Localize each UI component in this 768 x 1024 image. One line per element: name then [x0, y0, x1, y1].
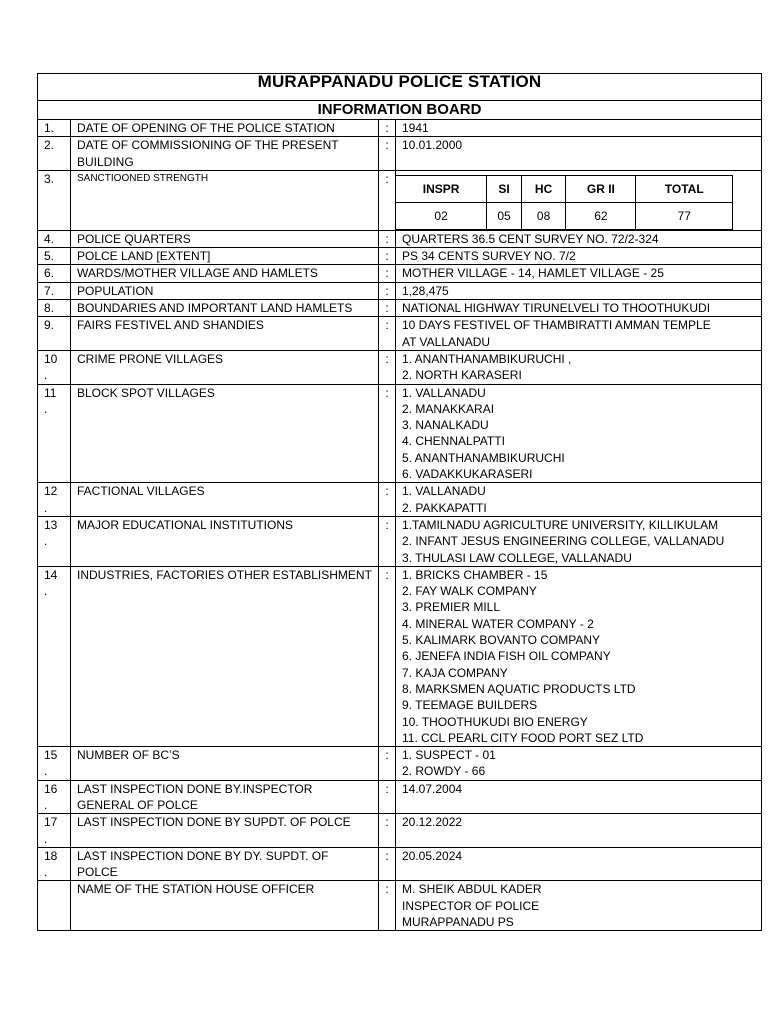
strength-header-row — [396, 175, 733, 202]
row-colon: : — [379, 881, 396, 931]
row-number-part: 7. — [44, 283, 55, 298]
row-number-part: . — [44, 797, 48, 812]
row-value-line: 3. NANALKADU — [402, 418, 489, 433]
row-number — [38, 881, 71, 931]
row-colon: : — [379, 780, 396, 814]
row-item-label: DATE OF OPENING OF THE POLICE STATION — [71, 120, 379, 137]
row-number-part: . — [44, 401, 48, 416]
row-value-line: 10. THOOTHUKUDI BIO ENERGY — [402, 714, 588, 729]
row-value-line: 6. VADAKKUKARASERI — [402, 467, 533, 482]
row-item-label: NUMBER OF BC’S — [71, 747, 379, 781]
row-item-label: FACTIONAL VILLAGES — [71, 483, 379, 517]
table-row — [38, 780, 762, 814]
row-number-part: . — [44, 500, 48, 515]
row-value-line: 2. ROWDY - 66 — [402, 764, 486, 779]
row-value-line: 1. SUSPECT - 01 — [402, 748, 496, 763]
row-item-label: POPULATION — [71, 282, 379, 299]
row-value — [396, 120, 762, 137]
row-value-line: 1,28,475 — [402, 283, 449, 298]
row-item-label: BOUNDARIES AND IMPORTANT LAND HAMLETS — [71, 300, 379, 317]
row-item-label: WARDS/MOTHER VILLAGE AND HAMLETS — [71, 265, 379, 282]
row-value-line: 10.01.2000 — [402, 138, 463, 153]
information-board-document — [37, 73, 761, 931]
row-colon: : — [379, 170, 396, 230]
table-row — [38, 120, 762, 137]
row-value — [396, 282, 762, 299]
row-value-line: 1. BRICKS CHAMBER - 15 — [402, 567, 548, 582]
table-row — [38, 814, 762, 848]
row-value-line: 1. VALLANADU — [402, 484, 486, 499]
row-number-part: 15 — [44, 748, 58, 763]
row-value — [396, 516, 762, 566]
row-colon: : — [379, 483, 396, 517]
row-number-part: . — [44, 764, 48, 779]
row-value — [396, 747, 762, 781]
row-number-part: 12 — [44, 484, 58, 499]
row-value — [396, 248, 762, 265]
row-value — [396, 384, 762, 483]
row-number — [38, 814, 71, 848]
row-number-part: 11 — [44, 385, 57, 400]
row-colon: : — [379, 350, 396, 384]
row-number — [38, 847, 71, 881]
row-item-label: LAST INSPECTION DONE BY.INSPECTOR GENERAL OF POLCE — [71, 780, 379, 814]
table-row — [38, 317, 762, 351]
strength-value: 08 — [521, 202, 565, 229]
row-value — [396, 780, 762, 814]
row-value-line: 5. ANANTHANAMBIKURUCHI — [402, 450, 565, 465]
row-value — [396, 265, 762, 282]
row-number — [38, 265, 71, 282]
row-number — [38, 483, 71, 517]
row-value-line: 4. CHENNALPATTI — [402, 434, 505, 449]
row-number — [38, 350, 71, 384]
row-value-line: M. SHEIK ABDUL KADER — [402, 882, 542, 897]
row-value-line: 11. CCL PEARL CITY FOOD PORT SEZ LTD — [402, 730, 644, 745]
row-value-line: 20.05.2024 — [402, 848, 463, 863]
row-colon: : — [379, 300, 396, 317]
row-value-line: 9. TEEMAGE BUILDERS — [402, 698, 538, 713]
row-value — [396, 300, 762, 317]
row-number-part: 13 — [44, 517, 58, 532]
row-value-line: 2. MANAKKARAI — [402, 401, 495, 416]
row-colon: : — [379, 516, 396, 566]
sanctioned-strength-table — [396, 175, 734, 230]
row-value-line: 20.12.2022 — [402, 815, 463, 830]
row-value-line: MURAPPANADU PS — [402, 915, 514, 930]
information-table — [37, 73, 762, 931]
row-number — [38, 516, 71, 566]
table-row — [38, 566, 762, 746]
row-value-line: AT VALLANADU — [402, 334, 491, 349]
row-number-part: 8. — [44, 301, 55, 316]
table-row — [38, 282, 762, 299]
row-number-part: 14 — [44, 567, 58, 582]
row-item-label: POLICE QUARTERS — [71, 230, 379, 247]
row-colon: : — [379, 265, 396, 282]
row-number-part: 10 — [44, 351, 58, 366]
row-colon: : — [379, 847, 396, 881]
row-item-label: SANCTIOONED STRENGTH — [71, 170, 379, 230]
table-row — [38, 300, 762, 317]
row-number — [38, 384, 71, 483]
row-value-line: 6. JENEFA INDIA FISH OIL COMPANY — [402, 649, 611, 664]
strength-value: 02 — [396, 202, 487, 229]
row-value — [396, 566, 762, 746]
row-value-line: 2. NORTH KARASERI — [402, 368, 522, 383]
row-value-line: 5. KALIMARK BOVANTO COMPANY — [402, 633, 601, 648]
row-number — [38, 317, 71, 351]
row-value-line: NATIONAL HIGHWAY TIRUNELVELI TO THOOTHUKUDI — [402, 301, 711, 316]
table-row — [38, 265, 762, 282]
row-number — [38, 566, 71, 746]
row-item-label: FAIRS FESTIVEL AND SHANDIES — [71, 317, 379, 351]
strength-value: 62 — [566, 202, 636, 229]
strength-header: SI — [487, 175, 522, 202]
row-colon: : — [379, 282, 396, 299]
row-value-line: QUARTERS 36.5 CENT SURVEY NO. 72/2-324 — [402, 231, 659, 246]
row-value — [396, 137, 762, 171]
row-value-line: 7. KAJA COMPANY — [402, 665, 508, 680]
row-number-part: 16 — [44, 781, 58, 796]
row-number-part: . — [44, 584, 48, 599]
row-colon: : — [379, 566, 396, 746]
row-item-label: LAST INSPECTION DONE BY SUPDT. OF POLCE — [71, 814, 379, 848]
row-value-line: MOTHER VILLAGE - 14, HAMLET VILLAGE - 25 — [402, 266, 664, 281]
row-value-line: 14.07.2004 — [402, 781, 463, 796]
row-value-line: 8. MARKSMEN AQUATIC PRODUCTS LTD — [402, 681, 636, 696]
row-item-label: MAJOR EDUCATIONAL INSTITUTIONS — [71, 516, 379, 566]
row-number-part: 3. — [44, 171, 55, 186]
row-number-part: 5. — [44, 249, 55, 264]
strength-value: 77 — [636, 202, 733, 229]
row-value-line: 1. VALLANADU — [402, 385, 486, 400]
strength-header: INSPR — [396, 175, 487, 202]
table-row — [38, 230, 762, 247]
table-row — [38, 516, 762, 566]
row-item-label: BLOCK SPOT VILLAGES — [71, 384, 379, 483]
row-colon: : — [379, 747, 396, 781]
row-value-line: 3. THULASI LAW COLLEGE, VALLANADU — [402, 550, 632, 565]
row-number — [38, 120, 71, 137]
row-number-part: 18 — [44, 848, 58, 863]
row-number-part: 9. — [44, 318, 55, 333]
table-row — [38, 137, 762, 171]
table-row — [38, 847, 762, 881]
row-colon: : — [379, 137, 396, 171]
row-number-part: . — [44, 534, 48, 549]
page-title: MURAPPANADU POLICE STATION — [38, 74, 762, 101]
row-number — [38, 780, 71, 814]
row-number — [38, 300, 71, 317]
row-number — [38, 282, 71, 299]
row-item-label: NAME OF THE STATION HOUSE OFFICER — [71, 881, 379, 931]
row-number — [38, 248, 71, 265]
row-number-part: 2. — [44, 138, 55, 153]
row-value-line: 10 DAYS FESTIVEL OF THAMBIRATTI AMMAN TEMPLE — [402, 318, 711, 333]
table-row — [38, 483, 762, 517]
row-value — [396, 317, 762, 351]
row-number-part: 1. — [44, 121, 55, 135]
row-colon: : — [379, 317, 396, 351]
table-row — [38, 384, 762, 483]
row-value-line: 1.TAMILNADU AGRICULTURE UNIVERSITY, KILLIKULAM — [402, 517, 719, 532]
strength-header: HC — [521, 175, 565, 202]
row-number-part: 4. — [44, 231, 55, 246]
row-value — [396, 847, 762, 881]
row-number-part: . — [44, 368, 48, 383]
table-row — [38, 881, 762, 931]
strength-value: 05 — [487, 202, 522, 229]
row-number — [38, 747, 71, 781]
table-row — [38, 248, 762, 265]
row-number — [38, 230, 71, 247]
row-item-label: INDUSTRIES, FACTORIES OTHER ESTABLISHMENT — [71, 566, 379, 746]
board-subtitle: INFORMATION BOARD — [38, 101, 762, 120]
row-value — [396, 483, 762, 517]
row-item-label: LAST INSPECTION DONE BY DY. SUPDT. OF POLCE — [71, 847, 379, 881]
row-colon: : — [379, 120, 396, 137]
row-value-line: 2. INFANT JESUS ENGINEERING COLLEGE, VALLANADU — [402, 534, 725, 549]
row-value-line: 3. PREMIER MILL — [402, 600, 501, 615]
row-value — [396, 881, 762, 931]
row-value — [396, 814, 762, 848]
row-number-part: 6. — [44, 266, 55, 281]
row-value-line: 1. ANANTHANAMBIKURUCHI , — [402, 351, 572, 366]
row-colon: : — [379, 384, 396, 483]
row-colon: : — [379, 248, 396, 265]
row-value-line: 2. FAY WALK COMPANY — [402, 584, 537, 599]
row-number-part: . — [44, 865, 48, 880]
strength-header: GR II — [566, 175, 636, 202]
row-number-part: 17 — [44, 815, 58, 830]
table-row — [38, 747, 762, 781]
row-number-part: . — [44, 831, 48, 846]
row-item-label: DATE OF COMMISSIONING OF THE PRESENT BUILDING — [71, 137, 379, 171]
strength-value-row — [396, 202, 733, 229]
row-value-line: INSPECTOR OF POLICE — [402, 898, 540, 913]
row-value-line: 1941 — [402, 121, 429, 135]
row-number — [38, 137, 71, 171]
strength-header: TOTAL — [636, 175, 733, 202]
row-value — [396, 230, 762, 247]
row-item-label: CRIME PRONE VILLAGES — [71, 350, 379, 384]
row-colon: : — [379, 230, 396, 247]
row-value-line: 2. PAKKAPATTI — [402, 500, 487, 515]
row-value — [396, 350, 762, 384]
table-row — [38, 350, 762, 384]
row-value-line: PS 34 CENTS SURVEY NO. 7/2 — [402, 249, 576, 264]
table-row — [38, 170, 762, 230]
row-colon: : — [379, 814, 396, 848]
row-value — [396, 170, 762, 230]
row-item-label: POLCE LAND [EXTENT] — [71, 248, 379, 265]
row-number — [38, 170, 71, 230]
row-value-line: 4. MINERAL WATER COMPANY - 2 — [402, 616, 594, 631]
